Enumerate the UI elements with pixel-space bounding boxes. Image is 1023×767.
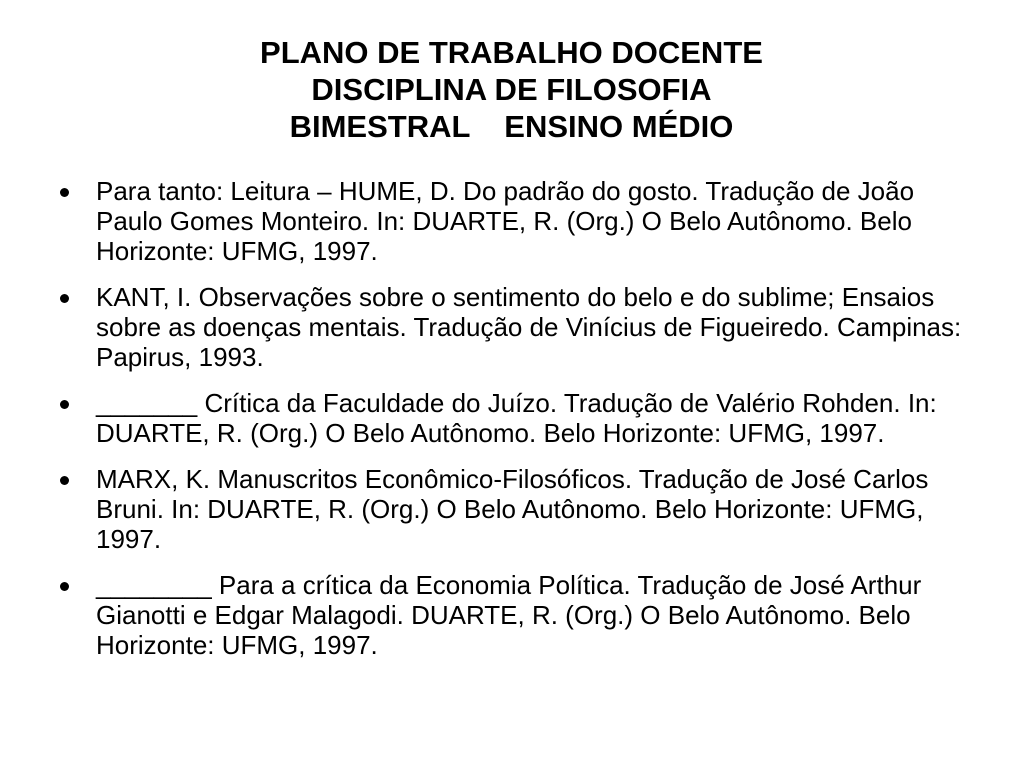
title-line-1: PLANO DE TRABALHO DOCENTE — [260, 35, 763, 70]
bullet-item — [58, 388, 968, 448]
bullet-item — [58, 464, 968, 554]
bullet-text: KANT, I. Observações sobre o sentimento do belo e do sublime; Ensaios sobre as doenças mentais. Tradução de Vinícius de Figueiredo. Campinas: Papirus, 1993. — [96, 282, 962, 372]
bullet-dot-icon — [60, 582, 69, 591]
bullet-item — [58, 282, 968, 372]
bullet-dot-icon — [60, 400, 69, 409]
title-line-2: DISCIPLINA DE FILOSOFIA — [311, 72, 712, 107]
title-line-3: BIMESTRAL ENSINO MÉDIO — [289, 109, 734, 144]
bullet-dot-icon — [60, 188, 69, 197]
bullet-item — [58, 176, 968, 266]
slide-title — [0, 34, 1023, 145]
bullet-item — [58, 570, 968, 660]
bullet-text: MARX, K. Manuscritos Econômico-Filosóficos. Tradução de José Carlos Bruni. In: DUARTE, R. (Org.) O Belo Autônomo. Belo Horizonte: UFMG, 1997. — [96, 464, 929, 554]
bullet-text: _______ Crítica da Faculdade do Juízo. Tradução de Valério Rohden. In: DUARTE, R. (Org.) O Belo Autônomo. Belo Horizonte: UFMG, 1997. — [96, 388, 937, 448]
bullet-text: Para tanto: Leitura – HUME, D. Do padrão do gosto. Tradução de João Paulo Gomes Monteiro. In: DUARTE, R. (Org.) O Belo Autônomo. Belo Horizonte: UFMG, 1997. — [96, 176, 915, 266]
bullet-list — [58, 176, 968, 676]
bullet-text: ________ Para a crítica da Economia Política. Tradução de José Arthur Gianotti e Edgar Malagodi. DUARTE, R. (Org.) O Belo Autônomo. Belo Horizonte: UFMG, 1997. — [96, 570, 922, 660]
bullet-dot-icon — [60, 294, 69, 303]
bullet-dot-icon — [60, 476, 69, 485]
